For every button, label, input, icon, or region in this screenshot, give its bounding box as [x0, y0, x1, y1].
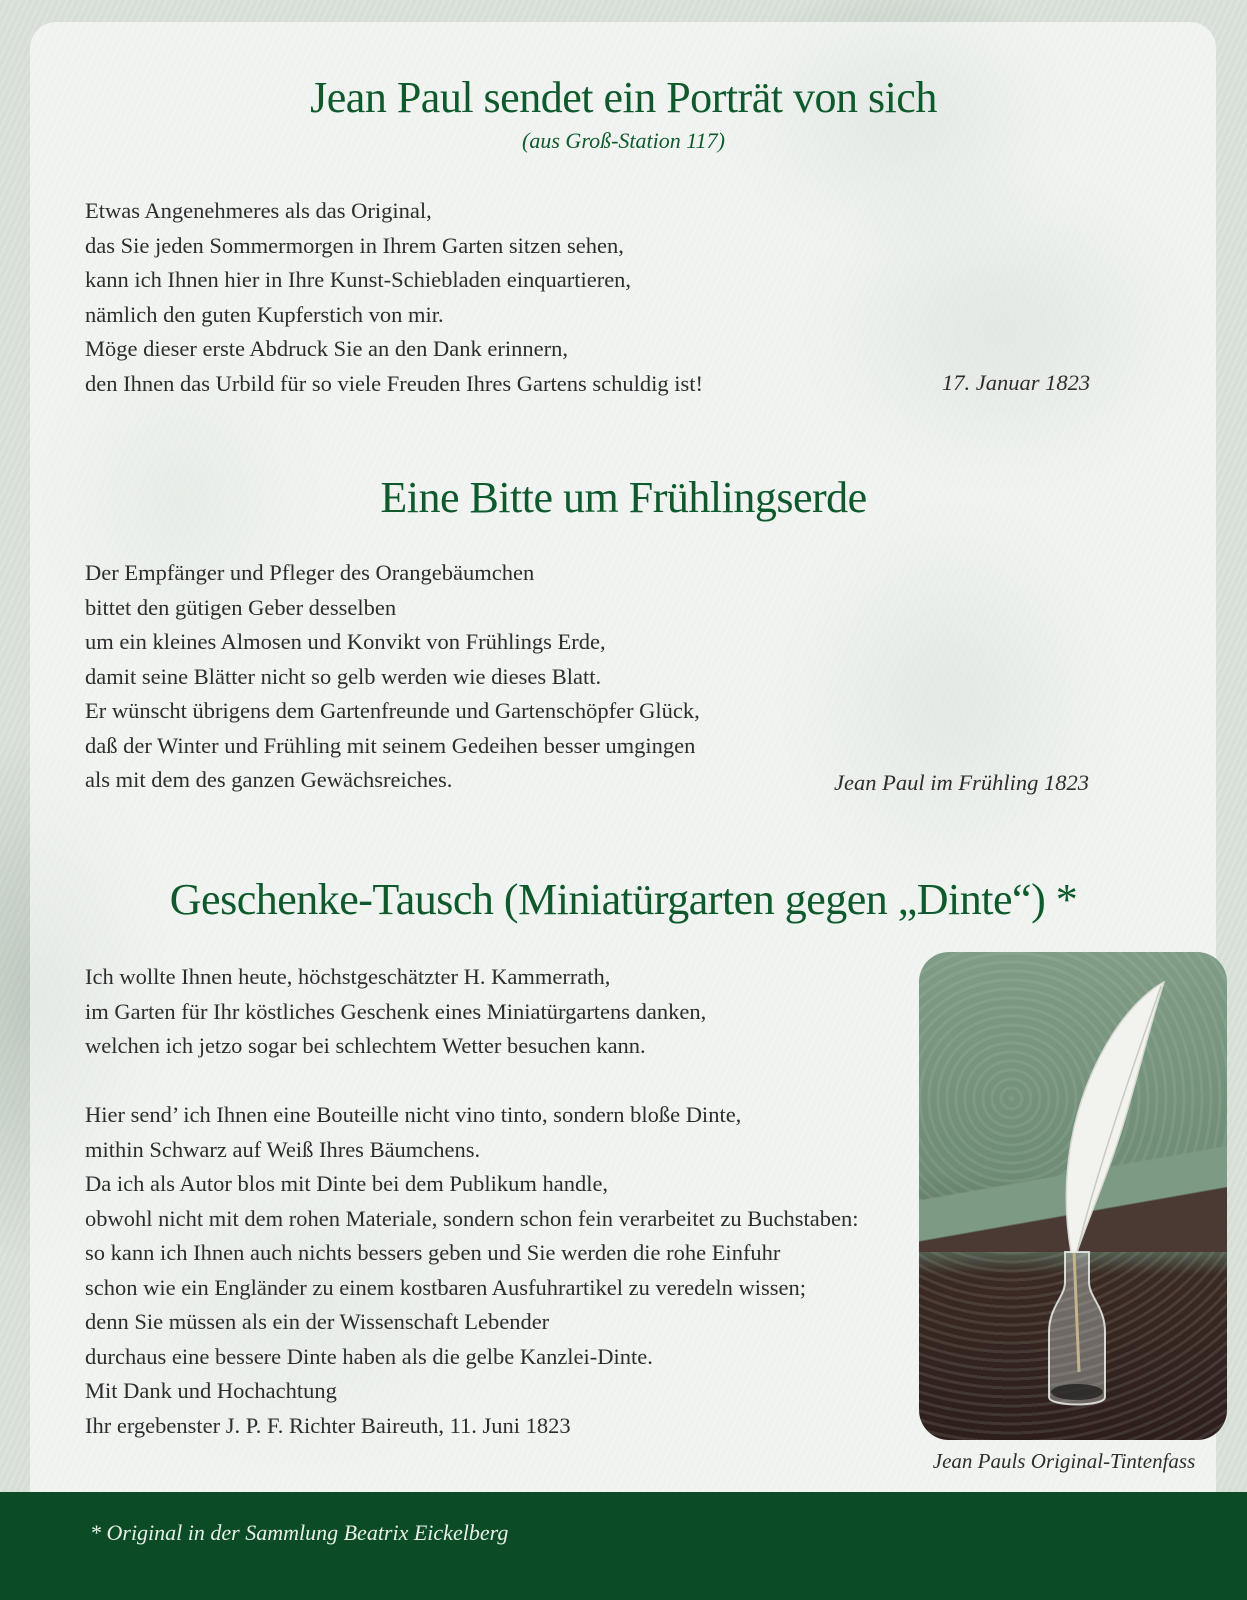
text-line: welchen ich jetzo sogar bei schlechtem Wetter besuchen kann. [85, 1033, 646, 1058]
text-line: so kann ich Ihnen auch nichts bessers geben und Sie werden die rohe Einfuhr [85, 1240, 781, 1265]
text-line: obwohl nicht mit dem rohen Materiale, sondern schon fein verarbeitet zu Buchstaben: [85, 1205, 859, 1231]
text-line: Ihr ergebenster J. P. F. Richter Baireuth, 11. Juni 1823 [85, 1412, 571, 1438]
text-line: kann ich Ihnen hier in Ihre Kunst-Schiebladen einquartieren, [85, 267, 632, 292]
text-line: Der Empfänger und Pfleger des Orangebäumchen [85, 560, 535, 585]
inkwell-photo [919, 952, 1227, 1440]
text-line: bittet den gütigen Geber desselben [85, 594, 397, 620]
text-line: nämlich den guten Kupferstich von mir. [85, 301, 444, 327]
text-line: daß der Winter und Frühling mit seinem Gedeihen besser umgingen [85, 732, 696, 758]
section1-title: Jean Paul sendet ein Porträt von sich [310, 73, 937, 122]
section2-signature: Jean Paul im Frühling 1823 [834, 770, 1089, 795]
section1-date: 17. Januar 1823 [942, 370, 1091, 395]
section2-text [85, 556, 700, 798]
text-line: Möge dieser erste Abdruck Sie an den Dank erinnern, [85, 336, 568, 361]
section3-text [85, 960, 859, 1443]
text-line: Mit Dank und Hochachtung [85, 1378, 337, 1403]
blank-line [85, 1064, 859, 1099]
text-line: denn Sie müssen als ein der Wissenschaft Lebender [85, 1309, 550, 1334]
text-line: Etwas Angenehmeres als das Original, [85, 198, 432, 223]
text-line: den Ihnen das Urbild für so viele Freuden Ihres Gartens schuldig ist! [85, 370, 703, 396]
quill-inkwell-icon [919, 952, 1227, 1440]
text-line: Er wünscht übrigens dem Gartenfreunde und Gartenschöpfer Glück, [85, 698, 700, 723]
text-line: das Sie jeden Sommermorgen in Ihrem Garten sitzen sehen, [85, 232, 624, 258]
footer-note: * Original in der Sammlung Beatrix Eickelberg [90, 1520, 509, 1545]
footer-bar [0, 1492, 1247, 1600]
text-line: um ein kleines Almosen und Konvikt von Frühlings Erde, [85, 629, 606, 654]
text-line: mithin Schwarz auf Weiß Ihres Bäumchens. [85, 1136, 481, 1162]
text-line: Da ich als Autor blos mit Dinte bei dem Publikum handle, [85, 1171, 609, 1196]
text-line: im Garten für Ihr köstliches Geschenk eines Miniatürgartens danken, [85, 998, 707, 1024]
text-line: durchaus eine bessere Dinte haben als die gelbe Kanzlei-Dinte. [85, 1343, 653, 1369]
text-line: damit seine Blätter nicht so gelb werden wie dieses Blatt. [85, 663, 602, 689]
section2-title: Eine Bitte um Frühlingserde [380, 473, 867, 522]
text-line: Hier send’ ich Ihnen eine Bouteille nicht vino tinto, sondern bloße Dinte, [85, 1102, 742, 1127]
text-line: Ich wollte Ihnen heute, höchstgeschätzter H. Kammerrath, [85, 964, 611, 989]
section1-text [85, 194, 703, 401]
section1-subtitle: (aus Groß-Station 117) [522, 128, 725, 153]
section3-title: Geschenke-Tausch (Miniatürgarten gegen „Dinte“) * [169, 875, 1078, 924]
text-line: als mit dem des ganzen Gewächsreiches. [85, 767, 453, 792]
text-line: schon wie ein Engländer zu einem kostbaren Ausfuhrartikel zu veredeln wissen; [85, 1274, 807, 1300]
photo-caption: Jean Pauls Original-Tintenfass [932, 1449, 1196, 1473]
